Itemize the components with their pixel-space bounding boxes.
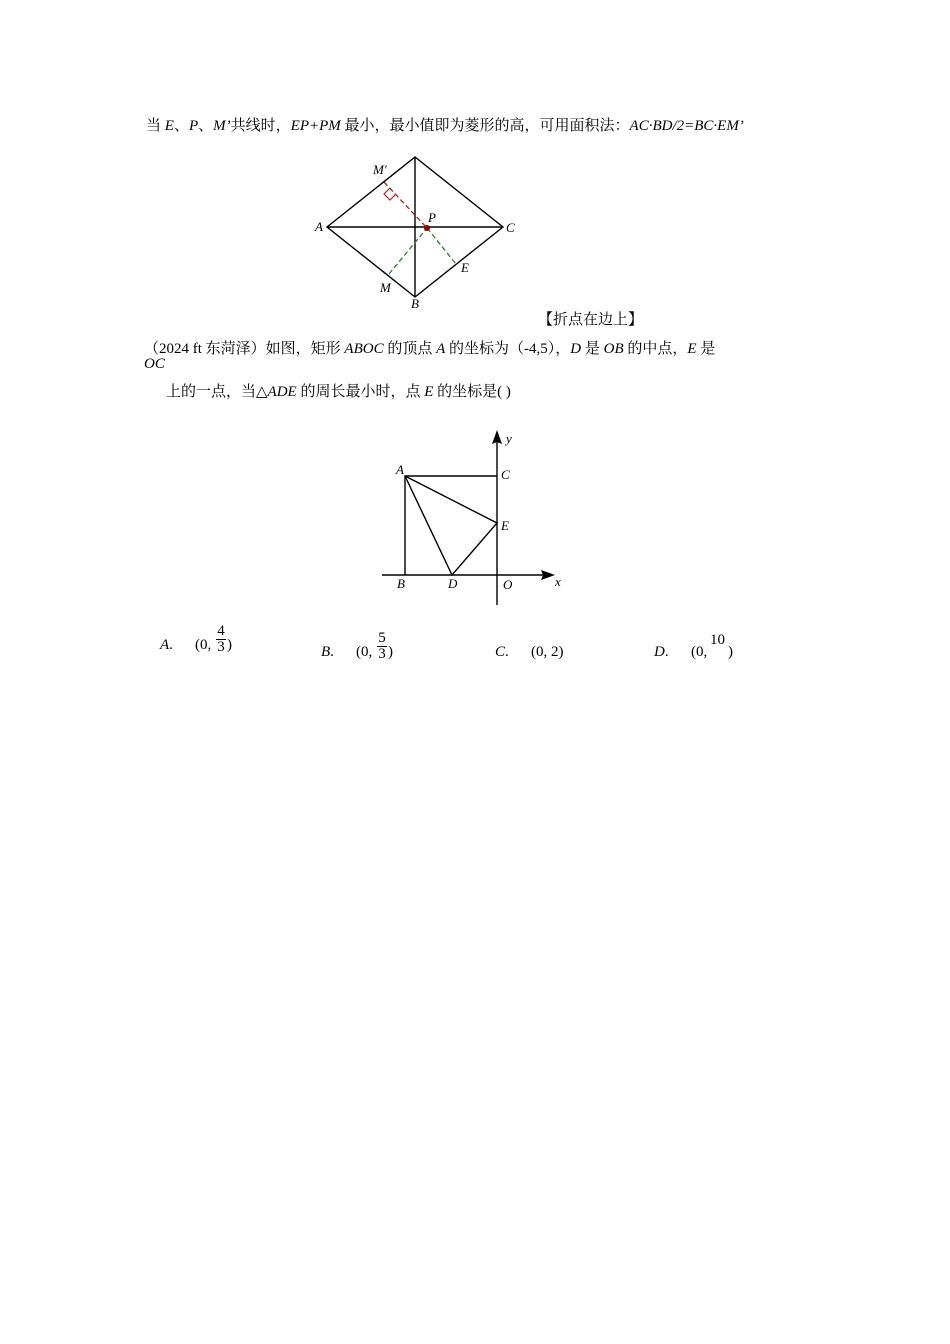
text-segment: 的顶点 [383, 341, 437, 357]
option-letter: D [654, 644, 665, 660]
text-segment: 是 [696, 341, 716, 357]
label-x: x [555, 574, 561, 589]
numerator: 4 [217, 623, 225, 639]
text-segment: 当 [146, 118, 165, 134]
problem-line-1 [144, 337, 715, 358]
option-B-value-prefix: (0, [356, 644, 373, 660]
option-A-fraction [214, 624, 228, 655]
x-axis-arrow [541, 570, 555, 580]
rectangle-ABOC [405, 476, 497, 575]
label-M-prime: M′ [373, 162, 387, 177]
var-OB: OB [603, 341, 624, 357]
text-segment: 、 [173, 118, 189, 134]
section-title: 【折点在边上】 [538, 312, 644, 328]
intro-line [146, 114, 744, 135]
problem-line-2 [144, 356, 165, 373]
option-A-value-prefix: (0, [195, 637, 212, 653]
label-E: E [501, 518, 509, 533]
option-letter: C [495, 644, 506, 660]
label-C: C [506, 220, 515, 235]
var-M-prime: M’ [213, 118, 231, 134]
var-OC: OC [144, 356, 165, 372]
rhombus-outline [327, 157, 503, 297]
option-D[interactable] [654, 644, 669, 661]
var-ADE: ADE [267, 384, 297, 400]
var-A: A [436, 341, 446, 357]
var-D: D [570, 341, 582, 357]
label-P: P [428, 210, 436, 225]
option-D-numerator: 10 [710, 632, 725, 648]
label-D: D [448, 576, 458, 591]
text-segment: 最小，最小值即为菱形的高，可用面积法： [340, 118, 630, 134]
option-letter: A [160, 637, 170, 653]
var-P: P [188, 118, 199, 134]
problem-line-3 [166, 380, 511, 401]
point-P [424, 225, 430, 231]
option-C[interactable] [495, 644, 509, 661]
option-letter: B [321, 644, 331, 660]
text-segment: 的周长最小时，点 [296, 384, 425, 400]
segment-green-dashed-M [389, 228, 427, 274]
triangle-ADE [405, 476, 497, 575]
text-segment: 是 [581, 341, 604, 357]
text-segment: 上的一点，当△ [166, 384, 268, 400]
expr-EP-PM: EP+PM [290, 118, 341, 134]
option-A[interactable] [160, 637, 173, 654]
text-segment: 、 [198, 118, 214, 134]
coordinate-figure [375, 425, 575, 610]
label-C: C [501, 467, 510, 482]
y-axis-arrow [492, 430, 502, 444]
label-B: B [397, 576, 405, 591]
text-segment: 的坐标是( ) [433, 384, 511, 400]
area-formula: AC·BD/2=BC·EM’ [629, 118, 744, 134]
option-dot: . [505, 644, 509, 660]
var-E: E [164, 118, 174, 134]
option-dot: . [169, 637, 173, 653]
perpendicular-green-dashed [427, 228, 456, 264]
option-A-value-suffix: ) [227, 637, 232, 653]
text-segment: （2024 ft 东菏泽）如图，矩形 [144, 341, 345, 357]
option-D-value-prefix: (0, [691, 644, 708, 660]
perpendicular-red-dashed [384, 182, 427, 228]
label-O: O [503, 577, 513, 592]
option-C-value: (0, 2) [531, 644, 564, 660]
option-B[interactable] [321, 644, 334, 661]
label-A: A [396, 462, 404, 477]
denominator: 3 [378, 646, 386, 662]
text-segment: 的中点， [623, 341, 688, 357]
text-segment: 的坐标为（-4,5）， [445, 341, 571, 357]
var-E: E [687, 341, 697, 357]
label-A: A [315, 219, 323, 234]
option-dot: . [664, 644, 669, 660]
option-dot: . [330, 644, 334, 660]
label-E: E [461, 260, 469, 275]
text-segment: 共线时， [230, 118, 291, 134]
denominator: 3 [217, 639, 225, 655]
numerator: 5 [378, 630, 386, 646]
label-y: y [506, 431, 512, 446]
rhombus-figure [310, 150, 530, 310]
option-B-value-suffix: ) [388, 644, 393, 660]
option-D-value-suffix: ) [728, 644, 733, 660]
var-E: E [424, 384, 434, 400]
var-ABOC: ABOC [344, 341, 384, 357]
right-angle-mark [384, 188, 396, 200]
option-B-fraction [375, 631, 389, 662]
label-B: B [411, 296, 419, 310]
label-M: M [380, 280, 391, 295]
